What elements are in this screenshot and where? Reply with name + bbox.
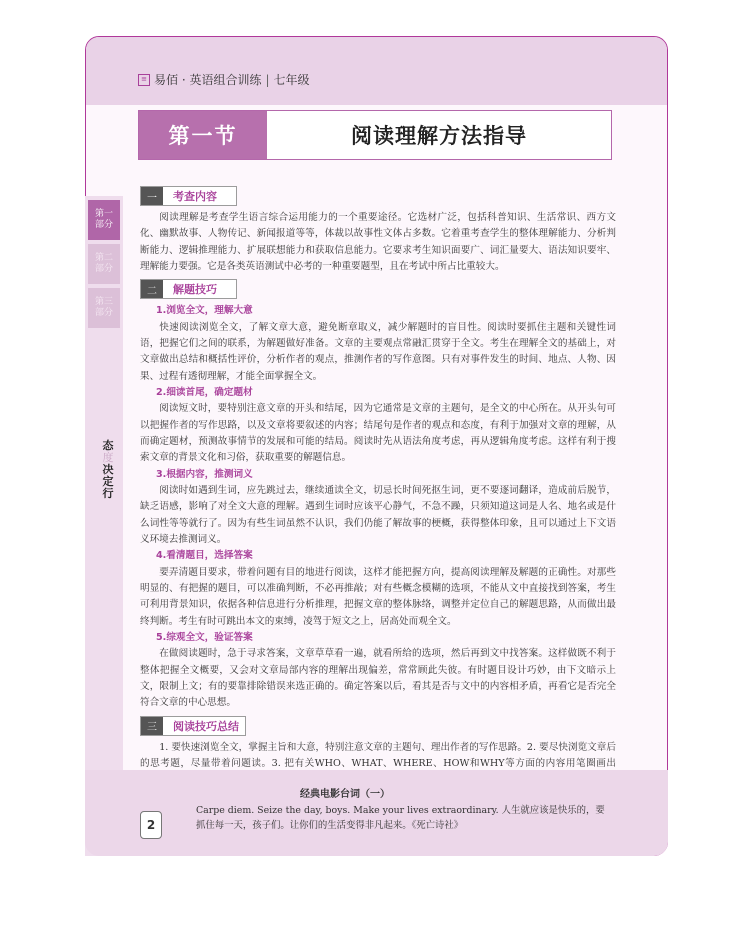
side-tab-part-1[interactable]: 第一 部分 [88,200,120,240]
side-tab-part-3[interactable]: 第三 部分 [88,288,120,328]
tip-4-text: 要弄清题目要求，带着问题有目的地进行阅读，这样才能把握方向，提高阅读理解及解题的正确性。对那些明显的、有把握的题目，可以准确判断，不必再推敲；对有些概念模糊的选项，不能从文中直接找到答案，考生可利用背景知识，依据各种信息进行分析推理，把握文章的整体脉络，调整并定位自己的解题思路，从而做出最终判断。考生有时可跳出本文的束缚，凌驾于短文之上，居高处而观全文。 [140,566,616,627]
grade-label: 七年级 [273,73,310,87]
tip-5-heading: 5.综观全文，验证答案 [156,631,253,643]
section-heading-2: 二 解题技巧 [140,279,237,299]
tip-5-text: 在做阅读题时，急于寻求答案，文章草草看一遍，就看所给的选项，然后再到文中找答案。这样做既不利于整体把握全文概要，又会对文章局部内容的理解出现偏差，常常顾此失彼。有时题目设计巧妙，由下文暗示上文，限制上文；有的要靠排除错误来选正确的。确定答案以后，看其是否与文中的内容相矛盾，再看它是否完全符合文章的中心思想。 [140,648,616,709]
chapter-title-box [138,110,612,160]
book-title: 易佰 · 英语组合训练 [154,73,262,87]
section-heading-1: 一 考查内容 [140,186,237,206]
tip-1-heading: 1.浏览全文，理解大意 [156,305,253,317]
section-1-text: 阅读理解是考查学生语言综合运用能力的一个重要途径。它选材广泛，包括科普知识、生活常识、西方文化、幽默故事、人物传记、新闻报道等等，体裁以故事性文体占多数。它着重考查学生的整体理解能力、分析判断能力、逻辑推理能力、扩展联想能力和获取信息能力。它要求考生知识面要广、词汇量要大、语法知识要牢、理解能力要强。它是各类英语测试中必考的一种重要题型，且在考试中所占比重较大。 [140,212,616,272]
vertical-motto: 态 度 决 定 行 [102,439,114,500]
tip-1-text: 快速阅读浏览全文，了解文章大意，避免断章取义，减少解题时的盲目性。阅读时要抓住主题和关键性词语，把握它们之间的联系，为解题做好准备。文章的主要观点常融汇贯穿于全文。考生在理解全文的基础上，对文章做出总结和概括性评价，分析作者的观点，推测作者的写作意图。只有对事件发生的时间、地点、人物、因果、过程有透彻理解，才能全面掌握全文。 [140,321,616,382]
book-logo-icon: ≡ [138,74,150,86]
section-3-text: 1. 要快速浏览全文，掌握主旨和大意，特别注意文章的主题句、理出作者的写作思路。2. 要尽快浏览文章后的思考题，尽量带着问题读。3. 把有关WHO、WHAT、WHERE、HOW和WHY等方面的内容用笔圈画出 [140,741,616,769]
page-number: 2 [140,811,162,839]
section-label: 第一节 [139,111,267,159]
tip-3-heading: 3.根据内容，推测词义 [156,468,253,480]
tip-4-heading: 4.看清题目，选择答案 [156,550,253,562]
main-content [140,182,616,789]
section-heading-3: 三 阅读技巧总结 [140,716,246,736]
running-header: ≡ 易佰 · 英语组合训练 | 七年级 [138,71,310,88]
tip-3-text: 阅读时如遇到生词，应先跳过去，继续通读全文，切忌长时间死抠生词，更不要逐词翻译，造成前后脱节，缺乏语感，影响了对全文大意的理解。遇到生词时应该平心静气，不急不躁，只须知道这词是人名、地名或是什么词性等等就行了。因为有些生词虽然不认识，我们仍能了解故事的梗概，获得整体印象，且可以通过上下文语义环境去推测词义。 [140,485,616,545]
page-title: 阅读理解方法指导 [351,124,527,148]
tip-2-heading: 2.细读首尾，确定题材 [156,386,253,398]
movie-quote-title: 经典电影台词（一） [300,789,390,800]
tip-2-text: 阅读短文时，要特别注意文章的开头和结尾，因为它通常是文章的主题句，是全文的中心所在。从开头句可以把握作者的写作思路，以及文章将要叙述的内容；结尾句是作者的观点和态度，有利于加强对文章的理解，从而确定题材，预测故事情节的发展和可能的结局。阅读时先从语法角度考虑，再从逻辑角度考虑。这样有利于搜索文章的背景文化和习俗，获取重要的解题信息。 [140,403,616,464]
side-tab-part-2[interactable]: 第二 部分 [88,244,120,284]
movie-quote: Carpe diem. Seize the day, boys. Make your lives extraordinary. 人生就应该是快乐的，要抓住每一天，孩子们。让你们的生活变得非凡起来。《死亡诗社》 [196,805,605,831]
